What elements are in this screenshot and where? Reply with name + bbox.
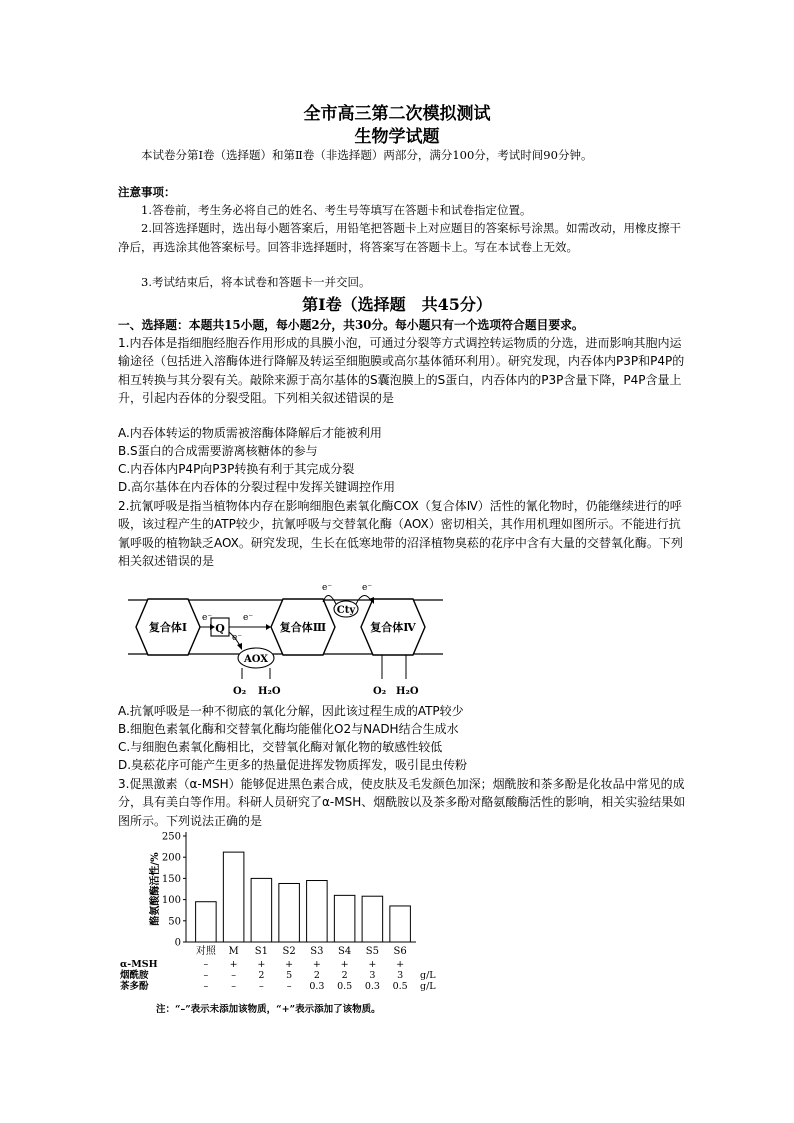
table-cell: 0.3	[364, 981, 380, 992]
table-cell: –	[259, 981, 264, 992]
complex4-label: 复合体Ⅳ	[370, 621, 416, 634]
electron-label-3: e⁻	[232, 633, 243, 643]
section-heading: 一、选择题：本题共15小题，每小题2分，共30分。每小题只有一个选项符合题目要求。	[118, 318, 584, 332]
c4-o2-label: O₂	[373, 686, 387, 697]
table-cell: –	[231, 981, 236, 992]
table-row-label: 茶多酚	[120, 981, 149, 992]
aox-label: AOX	[243, 654, 269, 665]
complex3-label: 复合体Ⅲ	[279, 621, 327, 634]
x-tick-label: S2	[282, 946, 296, 957]
bar-3	[279, 883, 300, 942]
chart-note: 注：“–”表示未添加该物质，“+”表示添加了该物质。	[156, 1004, 381, 1015]
y-axis-label: 酪氨酸酶活性/%	[150, 852, 161, 926]
table-cell: –	[203, 981, 209, 992]
x-tick-label: S4	[338, 946, 352, 957]
notes-heading: 注意事项：	[118, 185, 176, 199]
table-cell: +	[285, 959, 294, 970]
table-cell: 0.5	[392, 981, 408, 992]
x-tick-label: S6	[393, 946, 407, 957]
y-tick-label: 50	[168, 916, 181, 928]
bar-4	[307, 881, 328, 942]
note-item-3: 3.考试结束后，将本试卷和答题卡一并交回。	[141, 275, 371, 289]
table-row-label: 烟酰胺	[120, 970, 149, 981]
table-cell: 0.5	[337, 981, 353, 992]
y-tick-label: 0	[174, 937, 181, 949]
table-cell: +	[396, 959, 405, 970]
question-2-option-a: A.抗氰呼吸是一种不彻底的氧化分解，因此该过程生成的ATP较少	[118, 704, 464, 718]
table-cell: +	[340, 959, 349, 970]
question-1-option-a: A.内吞体转运的物质需被溶酶体降解后才能被利用	[118, 426, 382, 440]
arrow-head-q-aox	[237, 643, 242, 650]
bar-6	[362, 896, 383, 942]
x-tick-label: S1	[254, 946, 268, 957]
electron-label-4: e⁻	[322, 583, 333, 593]
question-2-option-d: D.臭菘花序可能产生更多的热量促进挥发物质挥发，吸引昆虫传粉	[118, 758, 468, 772]
bar-2	[251, 878, 272, 942]
respiration-diagram	[118, 582, 448, 702]
question-1-option-c: C.内吞体内P4P向P3P转换有利于其完成分裂	[118, 462, 355, 476]
note-item-2: 2.回答选择题时，选出每小题答案后，用铅笔把答题卡上对应题目的答案标号涂黑。如需改动，用橡皮擦干净后，再选涂其他答案标号。回答非选择题时，将答案写在答题卡上。写在本试卷上无效。	[118, 221, 681, 254]
table-cell: –	[203, 970, 209, 981]
electron-label-5: e⁻	[362, 583, 373, 593]
question-2-stem: 2.抗氰呼吸是指当植物体内存在影响细胞色素氧化酶COX（复合体Ⅳ）活性的氰化物时，仍能继续进行的呼吸，该过程产生的ATP较少，抗氰呼吸与交替氧化酶（AOX）密切相关，其作用机理如图所示。不能进行抗氰呼吸的植物缺乏AOX。研究发现，生长在低寒地带的沼泽植物臭菘的花序中含有大量的交替氧化酶。下列相关叙述错误的是	[118, 499, 683, 569]
note-item-1: 1.答卷前，考生务必将自己的姓名、考生号等填写在答题卡和试卷指定位置。	[141, 203, 532, 217]
y-tick-label: 100	[161, 895, 181, 907]
table-cell: 2	[258, 970, 265, 981]
aox-h2o-label: H₂O	[258, 686, 281, 697]
question-1-stem: 1.内吞体是指细胞经胞吞作用形成的具膜小泡，可通过分裂等方式调控转运物质的分选，进而影响其胞内运输途径（包括进入溶酶体进行降解及转运至细胞膜或高尔基体循环利用）。研究发现，内吞体内P3P和P4P的相互转换与其分裂有关。敲除来源于高尔基体的S囊泡膜上的S蛋白，内吞体内的P3P含量下降，P4P含量上升，引起内吞体的分裂受阻。下列相关叙述错误的是	[118, 336, 685, 406]
table-cell: 3	[397, 970, 404, 981]
table-cell: 3	[369, 970, 376, 981]
table-cell: 5	[286, 970, 293, 981]
table-cell: +	[368, 959, 377, 970]
exam-subject: 生物学试题	[354, 127, 440, 147]
x-tick-label: M	[228, 946, 239, 957]
electron-label-1: e⁻	[202, 613, 213, 623]
tyrosinase-bar-chart	[118, 824, 478, 1019]
table-cell: –	[286, 981, 292, 992]
table-cell: –	[203, 959, 209, 970]
exam-title: 全市高三第二次模拟测试	[303, 104, 491, 124]
table-row-label: α-MSH	[120, 959, 158, 970]
bar-7	[390, 906, 411, 942]
bar-0	[196, 902, 217, 942]
bar-1	[223, 852, 244, 942]
table-row-unit: g/L	[420, 970, 436, 981]
electron-label-2: e⁻	[243, 613, 254, 623]
question-2-option-c: C.与细胞色素氧化酶相比，交替氧化酶对氰化物的敏感性较低	[118, 740, 443, 754]
y-tick-label: 250	[161, 831, 181, 843]
x-tick-label: S3	[310, 946, 324, 957]
arrow-head-q-c3	[266, 624, 271, 630]
table-cell: +	[229, 959, 238, 970]
part1-title: 第Ⅰ卷（选择题 共45分）	[302, 295, 492, 314]
question-1-option-b: B.S蛋白的合成需要游离核糖体的参与	[118, 444, 318, 458]
x-tick-label: S5	[365, 946, 379, 957]
x-tick-label: 对照	[195, 946, 216, 957]
y-tick-label: 200	[161, 852, 181, 864]
complex1-label: 复合体Ⅰ	[148, 621, 188, 634]
table-cell: –	[231, 970, 236, 981]
chart-bars	[196, 852, 411, 957]
table-cell: +	[257, 959, 266, 970]
question-2-option-b: B.细胞色素氧化酶和交替氧化酶均能催化O2与NADH结合生成水	[118, 722, 459, 736]
c4-h2o-label: H₂O	[396, 686, 419, 697]
question-3-stem: 3.促黑激素（α-MSH）能够促进黑色素合成，使皮肤及毛发颜色加深；烟酰胺和茶多酚是化妆品中常见的成分，具有美白等作用。科研人员研究了α-MSH、烟酰胺以及茶多酚对酪氨酸酶活性的影响，相关实验结果如图所示。下列说法正确的是	[118, 777, 686, 828]
q-label: Q	[215, 622, 225, 635]
chart-condition-table	[119, 959, 436, 992]
cty-label: Cty	[336, 605, 356, 616]
table-cell: 2	[341, 970, 348, 981]
table-cell: 2	[313, 970, 320, 981]
y-tick-label: 150	[161, 873, 181, 885]
table-cell: 0.3	[309, 981, 325, 992]
table-row-unit: g/L	[420, 981, 436, 992]
table-cell: +	[312, 959, 321, 970]
aox-o2-label: O₂	[233, 686, 247, 697]
question-1-option-d: D.高尔基体在内吞体的分裂过程中发挥关键调控作用	[118, 480, 396, 494]
exam-intro: 本试卷分第Ⅰ卷（选择题）和第Ⅱ卷（非选择题）两部分，满分100分，考试时间90分钟。	[141, 148, 593, 162]
bar-5	[334, 895, 355, 942]
